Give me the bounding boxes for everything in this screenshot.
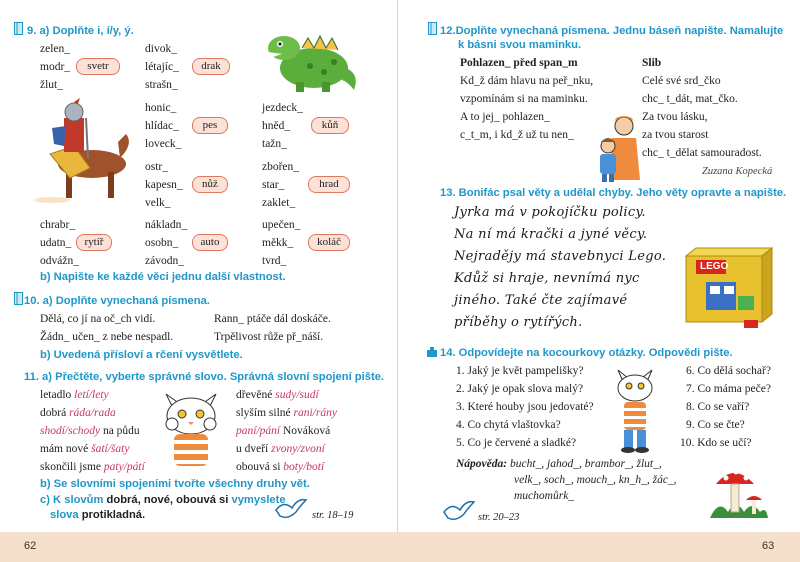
book-icon	[428, 22, 437, 35]
choice-row	[40, 442, 129, 456]
question: 9. Co se čte?	[686, 419, 745, 431]
page-number-right: 63	[762, 540, 775, 552]
dragon-illustration	[262, 24, 362, 96]
choice-option: paty/pátí	[103, 461, 145, 473]
hint-line	[456, 457, 662, 471]
word: strašn_	[145, 79, 178, 91]
poem-author: Zuzana Kopecká	[702, 166, 773, 177]
mushroom-illustration	[706, 460, 772, 522]
question: 7. Co máma peče?	[686, 383, 771, 395]
poem-line: Kd_ž dám hlavu na peř_nku,	[460, 75, 594, 87]
word: modr_	[40, 61, 71, 73]
lego-box-illustration	[682, 246, 774, 330]
cat-standing-illustration	[612, 364, 658, 454]
choice-text: letadlo	[40, 389, 75, 401]
poem-line: Celé své srd_čko	[642, 75, 721, 87]
choice-option: letí/lety	[74, 389, 109, 401]
word-tag: nůž	[192, 176, 228, 193]
word: velk_	[145, 197, 171, 209]
choice-text: Nováková	[280, 425, 331, 437]
choice-row	[40, 460, 145, 474]
ex11-c-text: slova	[50, 509, 82, 521]
choice-text: u dveří	[236, 443, 272, 455]
choice-text: mám nové	[40, 443, 92, 455]
ex10-b-title: b) Uvedená přísloví a rčení vysvětlete.	[40, 349, 243, 361]
word: tvrd_	[262, 255, 287, 267]
word: létajíc_	[145, 61, 179, 73]
proverb: Dělá, co jí na oč_ch vidí.	[40, 313, 156, 325]
choice-text: dobrá	[40, 407, 70, 419]
word: kapesn_	[145, 179, 183, 191]
word: chrabr_	[40, 219, 76, 231]
ex11-c-words: dobrá, nové, obouvá si	[106, 494, 229, 506]
knight-illustration	[30, 98, 136, 206]
word: ostr_	[145, 161, 168, 173]
lego-logo: LEGO	[700, 261, 729, 272]
word-tag: hrad	[308, 176, 350, 193]
choice-option: shodí/schody	[40, 425, 101, 437]
ex11-header	[24, 370, 384, 384]
hint-label: Nápověda:	[456, 458, 508, 470]
choice-option: šatí/šaty	[91, 443, 130, 455]
left-page	[0, 0, 398, 532]
choice-text: na půdu	[100, 425, 140, 437]
word: tažn_	[262, 138, 287, 150]
word: honic_	[145, 102, 177, 114]
word-tag: drak	[192, 58, 230, 75]
page-reference: str. 20–23	[478, 512, 520, 523]
proverb: Rann_ ptáče dál doskáče.	[214, 313, 331, 325]
hint-words: muchomůrk_	[514, 490, 575, 502]
ex11-c-line2	[50, 508, 145, 522]
question: 4. Co chytá vlaštovka?	[456, 419, 561, 431]
ex11-c-words: protikladná	[81, 509, 143, 521]
handwritten-line: příběhy o rytířých.	[454, 315, 583, 330]
cat-illustration	[158, 384, 224, 470]
puzzle-icon	[426, 346, 438, 358]
ex9-b-title: b) Napište ke každé věci jednu další vlastnost.	[40, 271, 286, 283]
ex13-number: 13.	[440, 187, 456, 199]
word: upečen_	[262, 219, 301, 231]
word: loveck_	[145, 138, 182, 150]
word: nákladn_	[145, 219, 188, 231]
word: zelen_	[40, 43, 71, 55]
book-icon	[14, 292, 23, 305]
ex12-title-line2: k básni svou maminku.	[458, 39, 582, 51]
poem-line: chc_ t_dát, mat_čko.	[642, 93, 738, 105]
question: 6. Co dělá sochař?	[686, 365, 771, 377]
ex13-title: Bonifác psal věty a udělal chyby. Jeho věty opravte a napište.	[458, 187, 787, 199]
word: zaklet_	[262, 197, 296, 209]
word-tag: kůň	[311, 117, 349, 134]
mother-child-illustration	[594, 112, 642, 182]
word-tag: svetr	[76, 58, 120, 75]
handwritten-line: Nejradějy má stavebnyci Lego.	[454, 249, 667, 264]
poem-title: Slib	[642, 57, 662, 69]
ex12-number: 12.	[440, 25, 456, 37]
handwritten-line: jiného. Také čte zajímavé	[454, 293, 628, 308]
ex14-number: 14.	[440, 347, 456, 359]
ex14-title: Odpovídejte na kocourkovy otázky. Odpovědi pište.	[458, 347, 733, 359]
ex13-header	[440, 186, 786, 200]
word: žlut_	[40, 79, 63, 91]
word: udatn_	[40, 237, 72, 249]
ex11-c-text: vymyslete	[228, 494, 286, 506]
choice-row	[236, 460, 324, 474]
bird-icon	[274, 496, 308, 522]
poem-line: za tvou starost	[642, 129, 709, 141]
word: zbořen_	[262, 161, 300, 173]
word: odvážn_	[40, 255, 79, 267]
question: 2. Jaký je opak slova malý?	[456, 383, 584, 395]
handwritten-line: Kdůž si hraje, nevnímá nyc	[454, 271, 640, 286]
word-tag: auto	[192, 234, 228, 251]
hint-words: bucht_, jahod_, brambor_, žlut_,	[509, 458, 662, 470]
word: závodn_	[145, 255, 184, 267]
ex9-header	[27, 24, 134, 38]
page-footer	[0, 532, 800, 562]
hint-words: velk_, soch_, mouch_, kn_h_, žác_,	[514, 474, 677, 486]
choice-row	[236, 406, 337, 420]
proverb: Žádn_ učen_ z nebe nespadl.	[40, 331, 174, 343]
word-tag: pes	[192, 117, 228, 134]
choice-row	[40, 388, 109, 402]
question: 1. Jaký je květ pampelišky?	[456, 365, 584, 377]
poem-line: A to jej_ pohlazen_	[460, 111, 550, 123]
word: divok_	[145, 43, 177, 55]
word-tag: koláč	[308, 234, 350, 251]
ex11-c-line1	[40, 493, 286, 507]
choice-text: skončili jsme	[40, 461, 104, 473]
poem-line: Za tvou lásku,	[642, 111, 708, 123]
choice-option: zvony/zvoní	[271, 443, 325, 455]
word: měkk_	[262, 237, 294, 249]
choice-text: slyším silné	[236, 407, 294, 419]
book-icon	[14, 22, 23, 35]
handwritten-line: Jyrka má v pokojíčku policy.	[454, 205, 646, 220]
question: 5. Co je červené a sladké?	[456, 437, 577, 449]
ex11-c-text: .	[142, 509, 146, 521]
word: hlídac_	[145, 120, 179, 132]
page-number-left: 62	[24, 540, 37, 552]
poem-line: vzpomínám si na maminku.	[460, 93, 588, 105]
choice-text: dřevěné	[236, 389, 276, 401]
question: 8. Co se vaří?	[686, 401, 750, 413]
choice-option: sudy/sudí	[275, 389, 319, 401]
poem-title: Pohlazen_ před span_m	[460, 57, 578, 69]
word: hněd_	[262, 120, 291, 132]
choice-row	[236, 424, 330, 438]
ex11-b-title: b) Se slovními spojeními tvořte všechny druhy vět.	[40, 478, 310, 490]
poem-line: c_t_m, i kd_ž už tu nen_	[460, 129, 574, 141]
choice-row	[40, 424, 140, 438]
ex12-header	[440, 24, 783, 38]
ex11-a-title: a) Přečtěte, vyberte správné slovo. Správná slovní spojení pište.	[42, 371, 385, 383]
page-reference: str. 18–19	[312, 510, 354, 521]
question: 3. Které houby jsou jedovaté?	[456, 401, 594, 413]
choice-text: obouvá si	[236, 461, 284, 473]
question: 10. Kdo se učí?	[680, 437, 752, 449]
lego-box-graphic	[682, 246, 774, 330]
ex11-number: 11.	[24, 371, 39, 383]
choice-option: ráda/rada	[69, 407, 116, 419]
bird-icon	[442, 498, 476, 524]
word: osobn_	[145, 237, 179, 249]
ex9-number: 9.	[27, 25, 37, 37]
poem-line: chc_ t_dělat samouradost.	[642, 147, 762, 159]
word: jezdeck_	[262, 102, 303, 114]
ex12-title: Doplňte vynechaná písmena. Jednu báseň napište. Namalujte	[455, 25, 784, 37]
proverb: Trpělivost růže př_náší.	[214, 331, 324, 343]
ex11-c-text: c) K slovům	[40, 494, 107, 506]
handwritten-line: Na ní má krački a jyné věcy.	[454, 227, 648, 242]
ex14-header	[440, 346, 733, 360]
choice-row	[40, 406, 116, 420]
choice-option: boty/botí	[283, 461, 325, 473]
ex10-number: 10.	[24, 295, 40, 307]
choice-row	[236, 442, 325, 456]
ex10-header	[24, 294, 210, 308]
word-tag: rytíř	[76, 234, 112, 251]
ex10-a-title: a) Doplňte vynechaná písmena.	[42, 295, 210, 307]
word: star_	[262, 179, 285, 191]
choice-option: rani/rány	[293, 407, 337, 419]
choice-option: paní/pání	[236, 425, 281, 437]
choice-row	[236, 388, 319, 402]
right-page	[402, 0, 800, 532]
ex9-a-title: a) Doplňte i, í/y, ý.	[39, 25, 134, 37]
